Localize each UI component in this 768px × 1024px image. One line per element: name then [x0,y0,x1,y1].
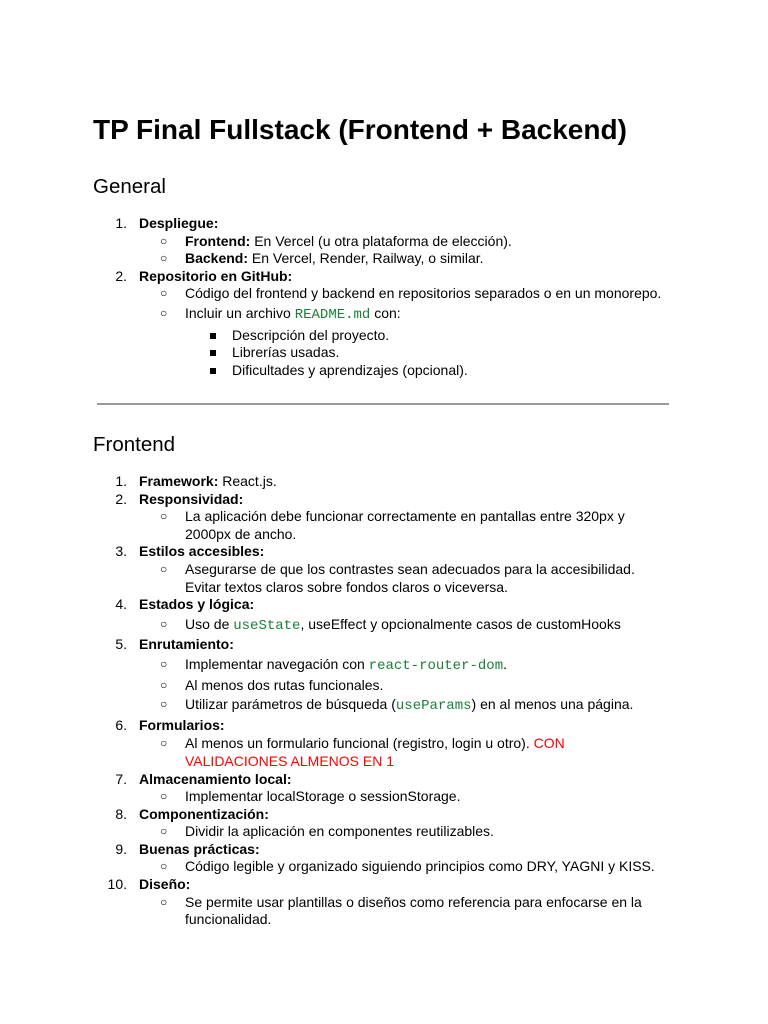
sub-list-item [0,250,768,268]
sub-list-item [0,696,768,716]
circle-bullet-icon: ○ [160,286,168,301]
item-text: React.js. [218,473,277,489]
item-text: Al menos un formulario funcional (registro, login u otro). [185,735,534,752]
item-text: Dividir la aplicación en componentes reutilizables. [185,823,494,840]
circle-bullet-icon: ○ [160,697,168,712]
list-item [0,717,768,735]
inline-code: useParams [395,698,472,715]
sub-list-item [0,858,768,876]
item-label: Diseño: [139,876,191,893]
square-bullet-icon [210,350,216,356]
circle-bullet-icon: ○ [160,656,168,671]
item-text: ) en al menos una página. [471,696,634,713]
inline-code: useState [233,617,301,634]
highlight-text: VALIDACIONES ALMENOS EN 1 [185,752,395,769]
item-number: 3. [115,543,127,560]
list-item [0,596,768,614]
sub-list-item [0,677,768,695]
item-number: 1. [115,215,127,231]
inline-code: README.md [294,306,371,323]
circle-bullet-icon: ○ [160,305,168,320]
sub-sub-list-item [0,344,768,362]
item-number: 4. [115,596,127,613]
item-number: 2. [115,490,127,507]
list-item [0,215,768,233]
item-text: Incluir un archivo [185,304,295,321]
circle-bullet-icon: ○ [160,251,168,266]
sub-list-item [0,285,768,303]
item-label: Backend: [185,250,249,267]
general-list [0,215,768,379]
circle-bullet-icon: ○ [160,789,168,804]
item-text: Al menos dos rutas funcionales. [185,676,384,693]
list-item [0,268,768,286]
circle-bullet-icon: ○ [160,859,168,874]
list-item [0,636,768,654]
sub-list-item-continuation [0,753,768,771]
highlight-text: CON [533,735,565,752]
item-text: . [503,655,507,672]
list-item [0,543,768,561]
frontend-list [0,473,768,929]
sub-list-item [0,561,768,579]
item-label: Componentización: [139,805,269,822]
item-text: Se permite usar plantillas o diseños como referencia para enfocarse en la [185,893,642,910]
item-text: Código del frontend y backend en repositorios separados o en un monorepo. [185,285,662,302]
item-label: Estilos accesibles: [139,543,265,560]
circle-bullet-icon: ○ [160,894,168,909]
list-item [0,806,768,824]
circle-bullet-icon: ○ [160,824,168,839]
sub-list-item [0,788,768,806]
page-title: TP Final Fullstack (Frontend + Backend) [93,114,627,145]
circle-bullet-icon: ○ [160,233,168,248]
item-label: Frontend: [185,232,251,249]
square-bullet-icon [210,368,216,374]
item-text: funcionalidad. [185,911,272,928]
item-text: Implementar localStorage o sessionStorage. [185,788,461,805]
item-label: Formularios: [139,716,225,733]
circle-bullet-icon: ○ [160,736,168,751]
item-text: Implementar navegación con [185,655,369,672]
circle-bullet-icon: ○ [160,677,168,692]
item-number: 9. [115,840,127,857]
item-number: 8. [115,805,127,822]
item-number: 2. [115,267,127,284]
item-label: Almacenamiento local: [139,770,292,787]
section-heading-general: General [93,175,166,198]
item-text: La aplicación debe funcionar correctamente en pantallas entre 320px y [185,508,625,525]
item-label: Responsividad: [139,490,244,507]
sub-sub-list-item [0,362,768,380]
list-item [0,473,768,491]
sub-list-item [0,735,768,753]
list-item [0,771,768,789]
item-number: 5. [115,636,127,653]
item-number: 6. [115,716,127,733]
item-label: Despliegue: [139,215,219,231]
item-text: En Vercel, Render, Railway, o similar. [248,250,484,267]
item-label: Repositorio en GitHub: [139,267,293,284]
item-text: Asegurarse de que los contrastes sean adecuados para la accesibilidad. [185,560,635,577]
item-number: 1. [115,473,127,489]
item-text: Evitar textos claros sobre fondos claros o viceversa. [185,578,508,595]
circle-bullet-icon: ○ [160,561,168,576]
list-item [0,876,768,894]
item-text: Descripción del proyecto. [232,326,390,343]
item-text: Librerías usadas. [232,344,340,361]
sub-sub-list-item [0,327,768,345]
horizontal-rule [97,403,669,405]
inline-code: react-router-dom [368,657,504,674]
circle-bullet-icon: ○ [160,509,168,524]
item-text: Uso de [185,615,234,632]
item-text: Utilizar parámetros de búsqueda ( [185,696,396,713]
sub-list-item [0,305,768,325]
sub-list-item [0,508,768,526]
sub-list-item [0,616,768,636]
list-item [0,841,768,859]
item-number: 10. [107,876,127,893]
sub-list-item [0,823,768,841]
list-item [0,491,768,509]
item-text: con: [370,304,401,321]
sub-list-item-continuation [0,579,768,597]
item-text: , useEffect y opcionalmente casos de customHooks [300,615,621,632]
item-label: Estados y lógica: [139,596,255,613]
item-text: Dificultades y aprendizajes (opcional). [232,361,468,378]
sub-list-item [0,233,768,251]
square-bullet-icon [210,333,216,339]
sub-list-item-continuation [0,526,768,544]
item-text: Código legible y organizado siguiendo principios como DRY, YAGNI y KISS. [185,858,655,875]
sub-list-item [0,656,768,676]
item-text: 2000px de ancho. [185,525,297,542]
sub-list-item [0,894,768,912]
item-text: En Vercel (u otra plataforma de elección). [250,232,512,249]
circle-bullet-icon: ○ [160,616,168,631]
sub-list-item-continuation [0,911,768,929]
section-heading-frontend: Frontend [93,433,176,456]
item-label: Enrutamiento: [139,636,234,653]
item-label: Buenas prácticas: [139,840,260,857]
item-number: 7. [115,770,127,787]
item-label: Framework: [139,473,219,489]
